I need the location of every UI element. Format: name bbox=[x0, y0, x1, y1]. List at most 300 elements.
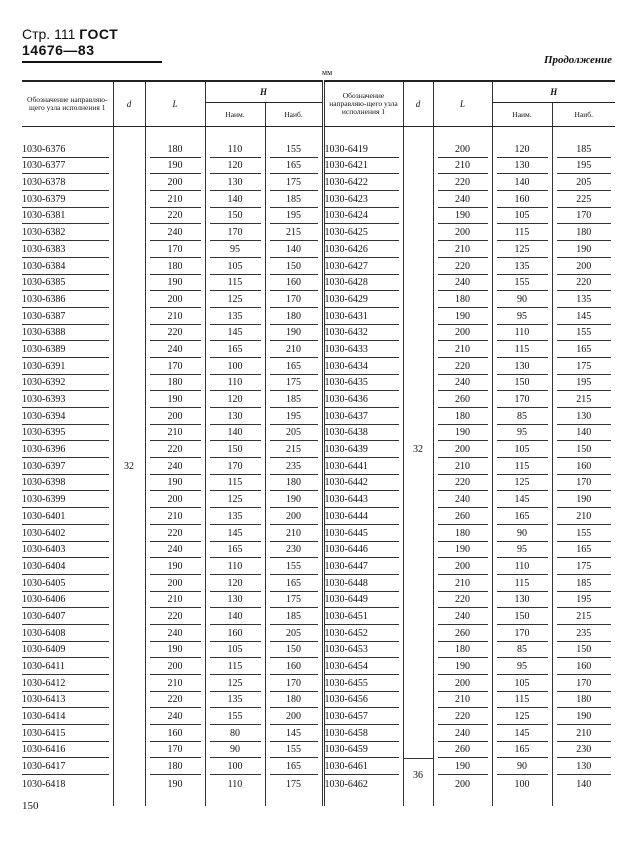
h-max-cell-value: 185 bbox=[557, 142, 612, 158]
l-cell-value: 190 bbox=[150, 275, 201, 291]
h-min-cell-value: 155 bbox=[210, 709, 261, 725]
designation-cell bbox=[22, 558, 113, 575]
col-h-max-right: Наиб. bbox=[552, 103, 615, 127]
h-max-cell bbox=[552, 174, 615, 191]
h-min-cell-value: 110 bbox=[210, 142, 261, 158]
h-max-cell-value: 150 bbox=[557, 442, 612, 458]
l-cell-value: 200 bbox=[150, 409, 201, 425]
h-min-cell-value: 150 bbox=[497, 375, 548, 391]
table-row bbox=[22, 241, 615, 258]
designation-cell bbox=[22, 141, 113, 158]
table-row bbox=[22, 625, 615, 642]
l-cell-value: 190 bbox=[150, 559, 201, 575]
l-cell-value: 200 bbox=[150, 175, 201, 191]
h-max-cell bbox=[552, 241, 615, 258]
h-min-cell-value: 120 bbox=[497, 142, 548, 158]
h-max-cell-value: 195 bbox=[557, 592, 612, 608]
table-row bbox=[22, 592, 615, 609]
designation-cell bbox=[22, 258, 113, 275]
l-cell-value: 240 bbox=[438, 492, 488, 508]
designation-cell-value: 1030-6415 bbox=[22, 726, 109, 742]
designation-cell bbox=[22, 658, 113, 675]
h-max-cell bbox=[552, 275, 615, 292]
h-min-cell bbox=[492, 542, 552, 559]
h-max-cell bbox=[552, 575, 615, 592]
l-cell-value: 180 bbox=[150, 375, 201, 391]
l-cell bbox=[433, 625, 492, 642]
h-max-cell-value: 205 bbox=[270, 626, 318, 642]
h-max-cell-value: 180 bbox=[270, 692, 318, 708]
l-cell bbox=[145, 742, 205, 759]
designation-cell bbox=[22, 675, 113, 692]
l-cell-value: 240 bbox=[150, 225, 201, 241]
l-cell-value: 190 bbox=[438, 425, 488, 441]
l-cell bbox=[433, 542, 492, 559]
h-max-cell-value: 180 bbox=[557, 225, 612, 241]
table-row bbox=[22, 375, 615, 392]
h-min-cell-value: 105 bbox=[210, 259, 261, 275]
h-max-cell bbox=[552, 341, 615, 358]
col-h-min: Наим. bbox=[205, 103, 265, 127]
h-min-cell bbox=[492, 224, 552, 241]
table-row bbox=[22, 692, 615, 709]
l-cell bbox=[145, 625, 205, 642]
l-cell-value: 170 bbox=[150, 359, 201, 375]
l-cell-value: 240 bbox=[150, 626, 201, 642]
h-min-cell bbox=[205, 325, 265, 342]
l-cell bbox=[145, 575, 205, 592]
page-ref: Стр. 111 bbox=[22, 26, 76, 42]
h-max-cell-value: 175 bbox=[270, 175, 318, 191]
designation-cell bbox=[22, 308, 113, 325]
h-max-cell-value: 185 bbox=[557, 576, 612, 592]
designation-cell bbox=[323, 391, 403, 408]
h-max-cell bbox=[552, 458, 615, 475]
h-max-cell-value: 220 bbox=[557, 275, 612, 291]
designation-cell bbox=[323, 775, 403, 792]
d-cell: 32 bbox=[403, 141, 433, 758]
h-min-cell bbox=[205, 475, 265, 492]
h-min-cell-value: 130 bbox=[497, 158, 548, 174]
l-cell-value: 200 bbox=[150, 576, 201, 592]
designation-cell-value: 1030-6455 bbox=[325, 676, 399, 692]
l-cell-value: 180 bbox=[150, 259, 201, 275]
h-max-cell-value: 210 bbox=[557, 509, 612, 525]
h-max-cell bbox=[265, 491, 323, 508]
designation-cell-value: 1030-6382 bbox=[22, 225, 109, 241]
l-cell bbox=[433, 475, 492, 492]
designation-cell bbox=[22, 325, 113, 342]
designation-cell-value: 1030-6384 bbox=[22, 259, 109, 275]
l-cell-value: 190 bbox=[150, 158, 201, 174]
l-cell-value: 190 bbox=[438, 759, 488, 775]
l-cell-value: 260 bbox=[438, 742, 488, 758]
table-row bbox=[22, 191, 615, 208]
h-min-cell-value: 105 bbox=[497, 208, 548, 224]
l-cell bbox=[145, 592, 205, 609]
page-number: 150 bbox=[22, 800, 39, 812]
table-row bbox=[22, 725, 615, 742]
h-min-cell bbox=[492, 558, 552, 575]
l-cell bbox=[145, 391, 205, 408]
l-cell-value: 210 bbox=[438, 692, 488, 708]
h-max-cell bbox=[265, 658, 323, 675]
designation-cell bbox=[22, 475, 113, 492]
l-cell bbox=[145, 775, 205, 792]
l-cell-value: 160 bbox=[150, 726, 201, 742]
h-min-cell bbox=[492, 625, 552, 642]
l-cell-value: 190 bbox=[150, 475, 201, 491]
designation-cell bbox=[22, 491, 113, 508]
h-min-cell-value: 110 bbox=[210, 559, 261, 575]
table-row bbox=[22, 158, 615, 175]
designation-cell bbox=[22, 275, 113, 292]
h-min-cell-value: 95 bbox=[497, 659, 548, 675]
h-min-cell bbox=[492, 291, 552, 308]
h-min-cell-value: 165 bbox=[210, 542, 261, 558]
h-max-cell-value: 165 bbox=[270, 576, 318, 592]
h-min-cell-value: 160 bbox=[210, 626, 261, 642]
l-cell-value: 210 bbox=[150, 192, 201, 208]
h-min-cell-value: 115 bbox=[497, 342, 548, 358]
h-max-cell-value: 160 bbox=[557, 459, 612, 475]
h-max-cell-value: 230 bbox=[557, 742, 612, 758]
l-cell-value: 220 bbox=[150, 442, 201, 458]
h-max-cell bbox=[552, 224, 615, 241]
designation-cell bbox=[323, 291, 403, 308]
h-min-cell-value: 125 bbox=[210, 292, 261, 308]
designation-cell bbox=[323, 208, 403, 225]
h-min-cell bbox=[205, 725, 265, 742]
h-min-cell bbox=[492, 174, 552, 191]
table-row bbox=[22, 742, 615, 759]
designation-cell-value: 1030-6442 bbox=[325, 475, 399, 491]
l-cell bbox=[145, 408, 205, 425]
h-min-cell bbox=[205, 208, 265, 225]
l-cell bbox=[433, 441, 492, 458]
h-min-cell-value: 115 bbox=[497, 692, 548, 708]
col-h-right: H bbox=[492, 81, 615, 103]
h-max-cell-value: 195 bbox=[557, 158, 612, 174]
h-min-cell-value: 100 bbox=[210, 759, 261, 775]
table-row bbox=[22, 224, 615, 241]
l-cell bbox=[433, 191, 492, 208]
l-cell bbox=[145, 425, 205, 442]
h-min-cell-value: 140 bbox=[210, 609, 261, 625]
h-min-cell bbox=[205, 491, 265, 508]
h-max-cell-value: 155 bbox=[270, 559, 318, 575]
l-cell-value: 200 bbox=[455, 778, 470, 790]
l-cell bbox=[433, 558, 492, 575]
designation-cell-value: 1030-6395 bbox=[22, 425, 109, 441]
h-max-cell-value: 180 bbox=[270, 309, 318, 325]
table-row bbox=[22, 341, 615, 358]
l-cell bbox=[433, 675, 492, 692]
h-max-cell bbox=[552, 758, 615, 775]
l-cell bbox=[433, 358, 492, 375]
h-max-cell bbox=[265, 425, 323, 442]
h-min-cell-value: 105 bbox=[210, 642, 261, 658]
h-max-cell-value: 170 bbox=[557, 676, 612, 692]
h-min-cell-value: 170 bbox=[497, 392, 548, 408]
l-cell-value: 220 bbox=[438, 359, 488, 375]
h-min-cell-value: 85 bbox=[497, 642, 548, 658]
h-min-cell bbox=[205, 375, 265, 392]
designation-cell-value: 1030-6381 bbox=[22, 208, 109, 224]
h-min-cell bbox=[205, 458, 265, 475]
l-cell-value: 180 bbox=[438, 292, 488, 308]
l-cell-value: 260 bbox=[438, 392, 488, 408]
designation-cell-value: 1030-6403 bbox=[22, 542, 109, 558]
designation-cell-value: 1030-6416 bbox=[22, 742, 109, 758]
h-max-cell bbox=[552, 742, 615, 759]
h-max-cell-value: 190 bbox=[270, 325, 318, 341]
h-max-cell-value: 170 bbox=[557, 475, 612, 491]
h-min-cell-value: 130 bbox=[497, 359, 548, 375]
h-max-cell bbox=[552, 775, 615, 792]
h-min-cell-value: 95 bbox=[497, 309, 548, 325]
l-cell bbox=[145, 291, 205, 308]
h-max-cell bbox=[265, 642, 323, 659]
designation-cell-value: 1030-6407 bbox=[22, 609, 109, 625]
h-max-cell bbox=[552, 141, 615, 158]
h-max-cell bbox=[265, 775, 323, 792]
designation-cell bbox=[323, 141, 403, 158]
h-max-cell bbox=[265, 258, 323, 275]
h-max-cell-value: 170 bbox=[557, 208, 612, 224]
l-cell-value: 220 bbox=[150, 526, 201, 542]
table-row bbox=[22, 208, 615, 225]
l-cell-value: 200 bbox=[150, 659, 201, 675]
designation-cell bbox=[22, 358, 113, 375]
designation-cell bbox=[323, 158, 403, 175]
h-min-cell bbox=[205, 575, 265, 592]
continuation-label: Продолжение bbox=[543, 54, 612, 66]
l-cell bbox=[433, 208, 492, 225]
l-cell bbox=[145, 608, 205, 625]
col-h-min-right: Наим. bbox=[492, 103, 552, 127]
h-min-cell-value: 135 bbox=[210, 509, 261, 525]
l-cell-value: 190 bbox=[167, 778, 183, 790]
h-max-cell-value: 215 bbox=[270, 442, 318, 458]
h-min-cell bbox=[205, 642, 265, 659]
table-row bbox=[22, 291, 615, 308]
h-max-cell bbox=[265, 191, 323, 208]
h-max-cell-value: 160 bbox=[270, 659, 318, 675]
l-cell-value: 200 bbox=[438, 225, 488, 241]
designation-cell-value: 1030-6431 bbox=[325, 309, 399, 325]
l-cell bbox=[145, 441, 205, 458]
table-row bbox=[22, 575, 615, 592]
h-max-cell bbox=[265, 692, 323, 709]
l-cell bbox=[145, 458, 205, 475]
h-min-cell-value: 110 bbox=[227, 778, 243, 790]
designation-cell-value: 1030-6439 bbox=[325, 442, 399, 458]
l-cell bbox=[433, 375, 492, 392]
l-cell bbox=[145, 358, 205, 375]
designation-cell bbox=[323, 742, 403, 759]
h-max-cell bbox=[265, 441, 323, 458]
l-cell-value: 210 bbox=[438, 342, 488, 358]
h-min-cell bbox=[205, 341, 265, 358]
h-max-cell-value: 155 bbox=[270, 742, 318, 758]
h-max-cell bbox=[552, 608, 615, 625]
designation-cell-value: 1030-6457 bbox=[325, 709, 399, 725]
h-max-cell bbox=[265, 675, 323, 692]
h-max-cell bbox=[552, 725, 615, 742]
h-max-cell-value: 150 bbox=[270, 259, 318, 275]
l-cell-value: 200 bbox=[438, 676, 488, 692]
l-cell bbox=[145, 525, 205, 542]
l-cell-value: 180 bbox=[150, 142, 201, 158]
h-min-cell-value: 140 bbox=[210, 425, 261, 441]
l-cell bbox=[145, 708, 205, 725]
designation-cell-value: 1030-6459 bbox=[325, 742, 399, 758]
h-min-cell bbox=[492, 408, 552, 425]
l-cell bbox=[433, 224, 492, 241]
designation-cell-value: 1030-6443 bbox=[325, 492, 399, 508]
l-cell bbox=[433, 742, 492, 759]
designation-cell-value: 1030-6461 bbox=[325, 759, 399, 775]
l-cell-value: 220 bbox=[438, 592, 488, 608]
l-cell-value: 210 bbox=[150, 309, 201, 325]
designation-cell bbox=[323, 458, 403, 475]
h-min-cell bbox=[492, 441, 552, 458]
h-min-cell bbox=[492, 358, 552, 375]
designation-cell bbox=[323, 575, 403, 592]
table-row bbox=[22, 558, 615, 575]
designation-cell-value: 1030-6413 bbox=[22, 692, 109, 708]
h-max-cell-value: 135 bbox=[557, 292, 612, 308]
h-min-cell-value: 145 bbox=[497, 492, 548, 508]
l-cell bbox=[433, 291, 492, 308]
h-min-cell bbox=[205, 742, 265, 759]
designation-cell bbox=[323, 675, 403, 692]
h-max-cell bbox=[265, 458, 323, 475]
designation-cell-value: 1030-6441 bbox=[325, 459, 399, 475]
l-cell bbox=[145, 174, 205, 191]
h-max-cell bbox=[552, 491, 615, 508]
designation-cell-value: 1030-6383 bbox=[22, 242, 109, 258]
l-cell-value: 210 bbox=[150, 509, 201, 525]
h-max-cell bbox=[552, 558, 615, 575]
h-max-cell bbox=[265, 174, 323, 191]
h-min-cell-value: 110 bbox=[497, 325, 548, 341]
h-min-cell-value: 170 bbox=[497, 626, 548, 642]
h-max-cell bbox=[265, 558, 323, 575]
table-row bbox=[22, 441, 615, 458]
designation-cell-value: 1030-6401 bbox=[22, 509, 109, 525]
designation-cell-value: 1030-6405 bbox=[22, 576, 109, 592]
l-cell bbox=[433, 758, 492, 775]
l-cell-value: 240 bbox=[438, 192, 488, 208]
designation-cell-value: 1030-6378 bbox=[22, 175, 109, 191]
h-min-cell bbox=[205, 241, 265, 258]
h-max-cell bbox=[265, 375, 323, 392]
designation-cell-value: 1030-6385 bbox=[22, 275, 109, 291]
h-max-cell-value: 210 bbox=[557, 726, 612, 742]
h-max-cell bbox=[265, 742, 323, 759]
designation-cell bbox=[22, 758, 113, 775]
designation-cell bbox=[323, 542, 403, 559]
d-cell: 32 bbox=[113, 141, 145, 792]
h-max-cell-value: 235 bbox=[270, 459, 318, 475]
l-cell-value: 220 bbox=[150, 325, 201, 341]
h-min-cell bbox=[205, 174, 265, 191]
designation-cell-value: 1030-6393 bbox=[22, 392, 109, 408]
h-max-cell-value: 170 bbox=[270, 292, 318, 308]
h-max-cell bbox=[552, 592, 615, 609]
designation-cell-value: 1030-6399 bbox=[22, 492, 109, 508]
l-cell-value: 190 bbox=[150, 392, 201, 408]
table-row bbox=[22, 174, 615, 191]
dimensions-table bbox=[22, 80, 615, 806]
table-row bbox=[22, 358, 615, 375]
l-cell bbox=[145, 542, 205, 559]
h-max-cell bbox=[552, 291, 615, 308]
col-designation-right: Обозначение направляю-щего узла исполнения 1 bbox=[323, 81, 403, 127]
h-min-cell-value: 135 bbox=[497, 259, 548, 275]
h-max-cell-value: 235 bbox=[557, 626, 612, 642]
l-cell-value: 210 bbox=[150, 592, 201, 608]
designation-cell bbox=[22, 291, 113, 308]
designation-cell-value: 1030-6447 bbox=[325, 559, 399, 575]
h-max-cell-value: 170 bbox=[270, 676, 318, 692]
h-min-cell bbox=[492, 375, 552, 392]
l-cell bbox=[433, 241, 492, 258]
table-row bbox=[22, 475, 615, 492]
h-min-cell bbox=[492, 241, 552, 258]
designation-cell-value: 1030-6377 bbox=[22, 158, 109, 174]
h-max-cell bbox=[552, 441, 615, 458]
designation-cell bbox=[323, 425, 403, 442]
designation-cell bbox=[22, 241, 113, 258]
h-max-cell-value: 150 bbox=[270, 642, 318, 658]
l-cell-value: 190 bbox=[438, 309, 488, 325]
l-cell bbox=[433, 658, 492, 675]
designation-cell-value: 1030-6437 bbox=[325, 409, 399, 425]
h-max-cell-value: 130 bbox=[557, 759, 612, 775]
l-cell bbox=[145, 141, 205, 158]
h-max-cell-value: 140 bbox=[557, 425, 612, 441]
designation-cell bbox=[323, 708, 403, 725]
l-cell-value: 190 bbox=[438, 659, 488, 675]
designation-cell bbox=[323, 191, 403, 208]
l-cell bbox=[433, 508, 492, 525]
h-max-cell-value: 160 bbox=[270, 275, 318, 291]
designation-cell bbox=[323, 758, 403, 775]
designation-cell bbox=[323, 658, 403, 675]
h-max-cell-value: 200 bbox=[557, 259, 612, 275]
l-cell bbox=[433, 158, 492, 175]
h-min-cell bbox=[492, 775, 552, 792]
table-row bbox=[22, 525, 615, 542]
designation-cell-value: 1030-6406 bbox=[22, 592, 109, 608]
designation-cell bbox=[323, 625, 403, 642]
h-min-cell bbox=[205, 408, 265, 425]
designation-cell bbox=[323, 308, 403, 325]
designation-cell bbox=[22, 458, 113, 475]
h-min-cell-value: 90 bbox=[210, 742, 261, 758]
h-max-cell bbox=[265, 508, 323, 525]
h-min-cell bbox=[205, 592, 265, 609]
l-cell-value: 240 bbox=[438, 609, 488, 625]
l-cell bbox=[433, 391, 492, 408]
h-max-cell bbox=[265, 241, 323, 258]
h-min-cell-value: 120 bbox=[210, 576, 261, 592]
l-cell-value: 180 bbox=[150, 759, 201, 775]
h-max-cell-value: 155 bbox=[270, 142, 318, 158]
